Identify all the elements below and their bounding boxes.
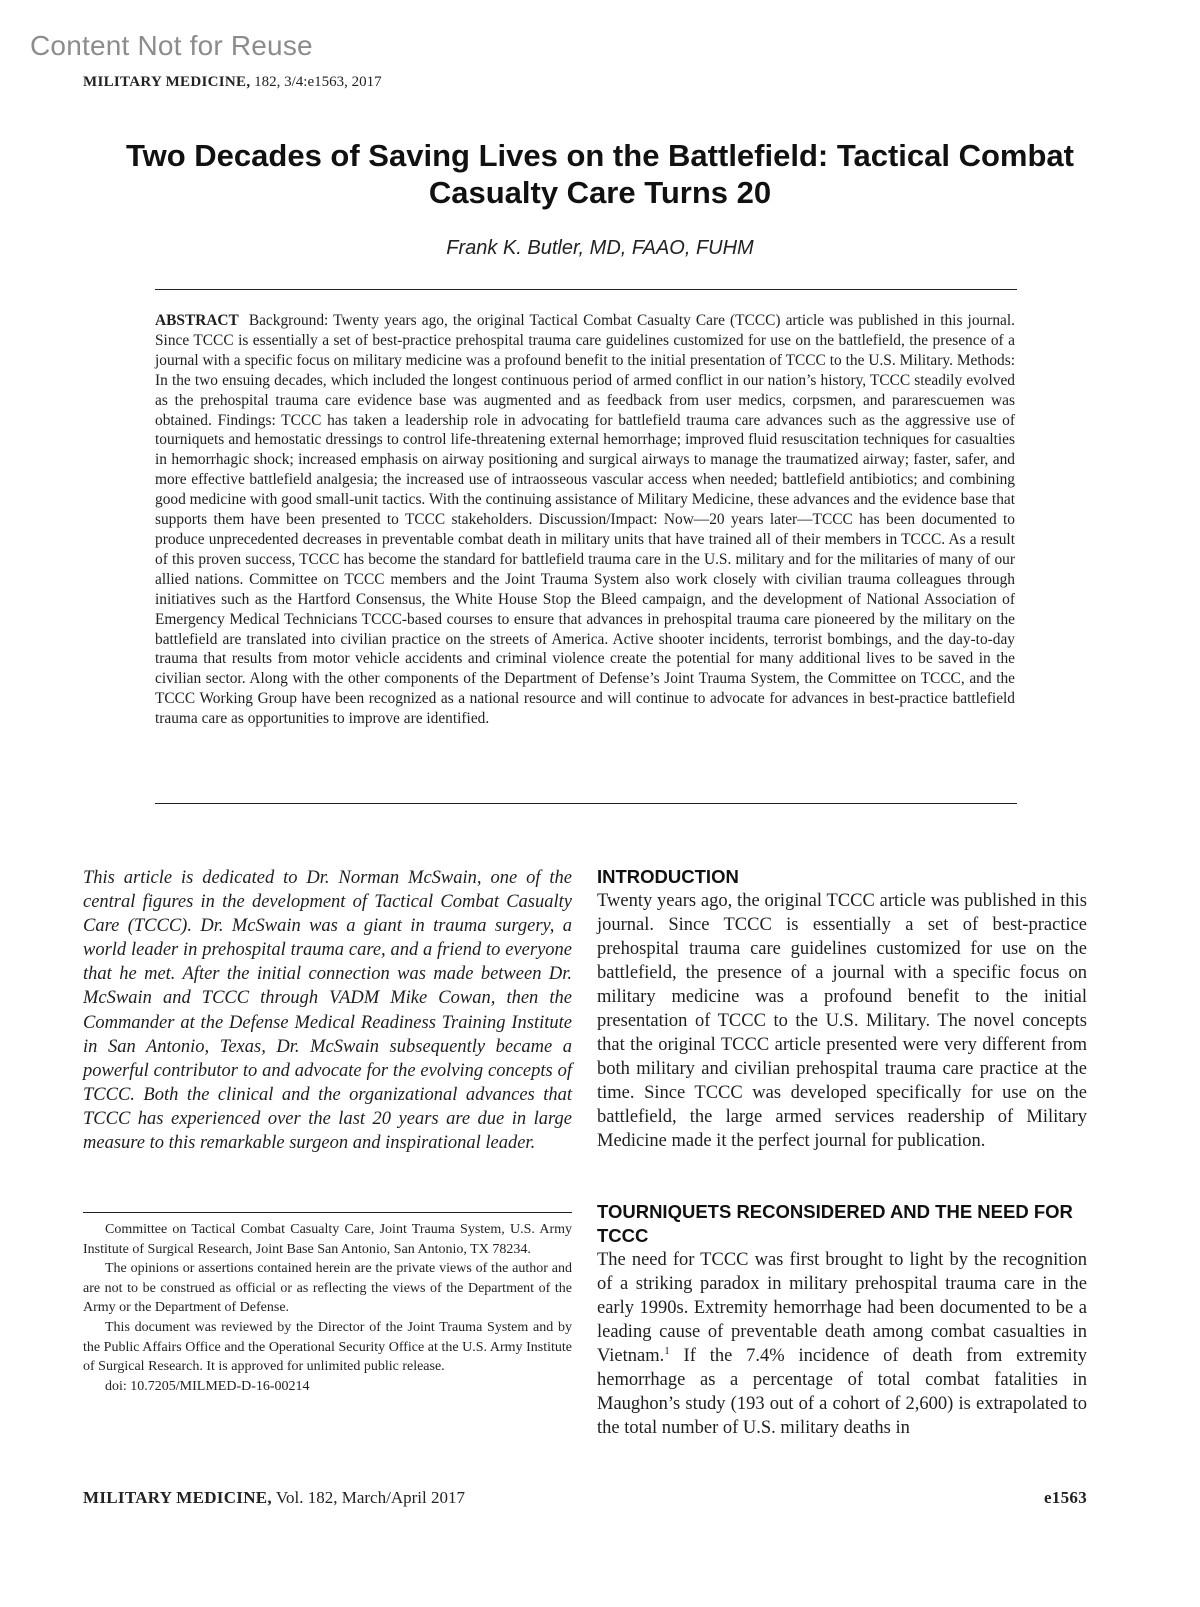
abstract-label: ABSTRACT [155,312,239,329]
abstract-top-rule [155,289,1017,290]
tourniquets-section [597,1200,1087,1440]
tourniquets-text [597,1248,1087,1440]
affiliation-doi: doi: 10.7205/MILMED-D-16-00214 [105,1378,310,1394]
tourniquets-heading: TOURNIQUETS RECONSIDERED AND THE NEED FOR TCCC [597,1201,1073,1246]
tourniquets-text-part1: The need for TCCC was first brought to light by the recognition of a striking paradox in military prehospital trauma care in the early 1990s. Extremity hemorrhage had been documented to be a leading cause of preventable death among combat casualties in Vietnam. [597,1250,1087,1367]
footer-journal-name: MILITARY MEDICINE, [83,1488,272,1507]
article-title: Two Decades of Saving Lives on the Battlefield: Tactical Combat Casualty Care Turns 20 [126,138,1074,210]
journal-name: MILITARY MEDICINE, [83,74,251,90]
introduction-section [597,865,1087,1154]
affiliation-disclaimer: The opinions or assertions contained herein are the private views of the author and are not to be construed as official or as reflecting the views of the Department of the Army or the Department of Defense. [83,1261,572,1316]
tourniquets-text-part2: If the 7.4% incidence of death from extremity hemorrhage as a percentage of total combat fatalities in Maughon’s study (193 out of a cohort of 2,600) is extrapolated to the total number of U.S. military deaths in [597,1346,1087,1439]
watermark-text: Content Not for Reuse [30,30,313,61]
article-author: Frank K. Butler, MD, FAAO, FUHM [446,237,754,259]
affiliation-rule [83,1212,572,1213]
abstract [155,311,1015,729]
affiliation-review: This document was reviewed by the Director of the Joint Trauma System and by the Public Affairs Office and the Operational Security Office at the U.S. Army Institute of Surgical Research. It is approved for unlimited public release. [83,1319,572,1375]
abstract-text: Background: Twenty years ago, the original Tactical Combat Casualty Care (TCCC) article was published in this journal. Since TCCC is essentially a set of best-practice prehospital trauma care guidelines customized for use on the battlefield, the presence of a journal with a specific focus on military medicine was a profound benefit to the initial presentation of TCCC to the U.S. Military. Methods: In the two ensuing decades, which included the longest continuous period of armed conflict in our nation’s history, TCCC steadily evolved as the prehospital trauma care evidence base was augmented and as feedback from user medics, corpsmen, and pararescuemen was obtained. Findings: TCCC has taken a leadership role in advocating for battlefield trauma care advances such as the aggressive use of tourniquets and hemostatic dressings to control life-threatening external hemorrhage; improved fluid resuscitation techniques for casualties in hemorrhagic shock; increased emphasis on airway positioning and surgical airways to manage the traumatized airway; faster, safer, and more effective battlefield analgesia; the increased use of intraosseous vascular access when needed; battlefield antibiotics; and combining good medicine with good small-unit tactics. With the continuing assistance of Military Medicine, these advances and the evidence base that supports them have been presented to TCCC stakeholders. Discussion/Impact: Now—20 years later—TCCC has been documented to produce unprecedented decreases in preventable combat death in military units that have trained all of their members in TCCC. As a result of this proven success, TCCC has become the standard for battlefield trauma care in the U.S. military and for the militaries of many of our allied nations. Committee on TCCC members and the Joint Trauma System also work closely with civilian trauma colleagues through initiatives such as the Hartford Consensus, the White House Stop the Bleed campaign, and the development of National Association of Emergency Medical Technicians TCCC-based courses to ensure that advances in prehospital trauma care pioneered by the military on the battlefield are translated into civilian practice on the streets of America. Active shooter incidents, terrorist bombings, and the day-to-day trauma that results from motor vehicle accidents and criminal violence create the potential for many additional lives to be saved in the civilian sector. Along with the other components of the Department of Defense’s Joint Trauma System, the Committee on TCCC, and the TCCC Working Group have been recognized as a national resource and will continue to advocate for advances in best-practice battlefield trauma care as opportunities to improve are identified. [155,312,1015,728]
journal-header [83,74,382,91]
page-number: e1563 [1043,1488,1087,1507]
reference-marker[interactable]: 1 [664,1345,670,1358]
page-footer [83,1488,1087,1508]
introduction-heading: INTRODUCTION [597,866,739,887]
introduction-text: Twenty years ago, the original TCCC article was published in this journal. Since TCCC is essentially a set of best-practice prehospital trauma care guidelines customized for use on the battlefield, the presence of a journal with a specific focus on military medicine was a profound benefit to the initial presentation of TCCC to the U.S. Military. The novel concepts that the original TCCC article presented were very different from both military and civilian prehospital trauma care practice at the time. Since TCCC was developed specifically for use on the battlefield, the large armed services readership of Military Medicine made it the perfect journal for publication. [597,891,1087,1152]
dedication-text: This article is dedicated to Dr. Norman McSwain, one of the central figures in the development of Tactical Combat Casualty Care (TCCC). Dr. McSwain was a giant in trauma surgery, a world leader in prehospital trauma care, and a friend to everyone that he met. After the initial connection was made between Dr. McSwain and TCCC through VADM Mike Cowan, then the Commander at the Defense Medical Readiness Training Institute in San Antonio, Texas, Dr. McSwain subsequently became a powerful contributor to and advocate for the evolving concepts of TCCC. Both the clinical and the organizational advances that TCCC has experienced over the last 20 years are due in large measure to this remarkable surgeon and inspirational leader. [83,868,572,1154]
footer-citation [83,1488,465,1508]
footer-issue: Vol. 182, March/April 2017 [271,1488,465,1507]
affiliation-address: Committee on Tactical Combat Casualty Care, Joint Trauma System, U.S. Army Institute of Surgical Research, Joint Base San Antonio, San Antonio, TX 78234. [83,1222,572,1257]
journal-citation: 182, 3/4:e1563, 2017 [250,74,382,90]
affiliation-notes [83,1220,572,1396]
abstract-bottom-rule [155,803,1017,804]
